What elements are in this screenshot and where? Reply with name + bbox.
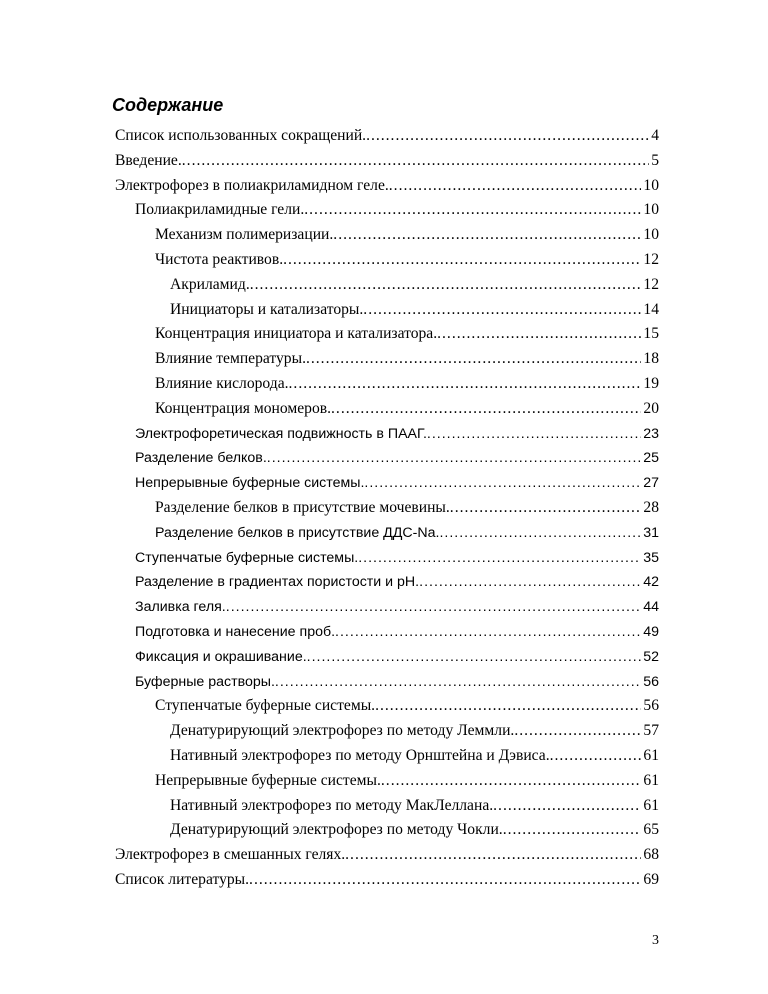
toc-dot-leader bbox=[331, 397, 641, 422]
toc-entry[interactable] bbox=[135, 446, 659, 471]
toc-entry-label: Список использованных сокращений. bbox=[115, 127, 367, 144]
toc-entry[interactable] bbox=[135, 670, 659, 695]
toc-dot-leader bbox=[450, 496, 642, 521]
toc-entry[interactable] bbox=[135, 620, 659, 645]
toc-entry-label: Акриламид. bbox=[170, 275, 250, 293]
toc-dot-leader bbox=[249, 868, 641, 893]
toc-entry-page: 68 bbox=[643, 846, 659, 864]
toc-entry-page: 69 bbox=[643, 871, 659, 888]
toc-entry[interactable] bbox=[115, 868, 659, 893]
toc-entry-page: 56 bbox=[643, 697, 659, 715]
toc-entry-page: 23 bbox=[643, 425, 659, 442]
toc-entry-label: Нативный электрофорез по методу МакЛеллана. bbox=[170, 796, 494, 814]
toc-dot-leader bbox=[345, 843, 641, 868]
toc-dot-leader bbox=[289, 372, 642, 397]
toc-entry-label: Инициаторы и катализаторы. bbox=[170, 300, 364, 318]
toc-dot-leader bbox=[335, 620, 641, 645]
toc-dot-leader bbox=[306, 347, 641, 372]
toc-entry-label: Электрофорез в полиакриламидном геле. bbox=[115, 176, 389, 194]
toc-entry[interactable] bbox=[155, 769, 659, 794]
toc-entry-page: 20 bbox=[643, 399, 659, 417]
toc-entry[interactable] bbox=[170, 273, 659, 298]
toc-entry-page: 56 bbox=[643, 673, 659, 690]
toc-dot-leader bbox=[364, 471, 641, 496]
toc-entry-page: 35 bbox=[643, 549, 659, 566]
toc-entry-label: Непрерывные буферные системы. bbox=[155, 771, 381, 789]
toc-entry-label: Нативный электрофорез по методу Орнштейна и Дэвиса. bbox=[170, 747, 550, 764]
toc-entry[interactable] bbox=[155, 223, 659, 248]
toc-entry[interactable] bbox=[155, 248, 659, 273]
toc-dot-leader bbox=[439, 521, 641, 546]
toc-entry-page: 25 bbox=[643, 450, 659, 467]
toc-entry-label: Список литературы. bbox=[115, 871, 250, 888]
toc-dot-leader bbox=[182, 149, 649, 174]
toc-entry[interactable] bbox=[135, 595, 659, 620]
toc-entry-page: 61 bbox=[643, 796, 659, 814]
toc-dot-leader bbox=[358, 546, 641, 571]
toc-entry-page: 14 bbox=[643, 300, 659, 318]
toc-dot-leader bbox=[375, 694, 641, 719]
toc-entry-label: Электрофорез в смешанных гелях. bbox=[115, 846, 346, 864]
toc-entry-page: 28 bbox=[643, 499, 659, 516]
toc-dot-leader bbox=[267, 446, 641, 471]
toc-dot-leader bbox=[275, 670, 641, 695]
toc-entry-label: Концентрация мономеров. bbox=[155, 399, 332, 417]
toc-entry[interactable] bbox=[135, 198, 659, 223]
toc-entry-label: Разделение белков. bbox=[135, 450, 267, 467]
toc-dot-leader bbox=[427, 422, 641, 447]
page-title: Содержание bbox=[112, 95, 224, 115]
toc-entry[interactable] bbox=[115, 843, 659, 868]
toc-entry[interactable] bbox=[155, 347, 659, 372]
toc-entry[interactable] bbox=[155, 521, 659, 546]
toc-entry-page: 10 bbox=[643, 201, 659, 219]
toc-entry-label: Концентрация инициатора и катализатора. bbox=[155, 325, 438, 343]
toc-entry-page: 27 bbox=[643, 475, 659, 492]
toc-entry-label: Введение. bbox=[115, 151, 182, 169]
toc-entry-page: 4 bbox=[651, 127, 659, 144]
toc-dot-leader bbox=[419, 570, 641, 595]
toc-dot-leader bbox=[514, 719, 641, 744]
toc-entry-label: Фиксация и окрашивание. bbox=[135, 648, 307, 665]
toc-dot-leader bbox=[363, 298, 641, 323]
toc-entry-label: Разделение в градиентах пористости и pH. bbox=[135, 574, 420, 591]
toc-entry[interactable] bbox=[155, 694, 659, 719]
toc-entry-label: Заливка геля. bbox=[135, 599, 226, 616]
toc-entry-page: 15 bbox=[643, 325, 659, 343]
toc-entry-page: 65 bbox=[643, 821, 659, 839]
toc-entry-page: 61 bbox=[643, 747, 659, 764]
toc-entry[interactable] bbox=[115, 174, 659, 199]
toc-entry[interactable] bbox=[135, 422, 659, 447]
toc-entry-page: 12 bbox=[643, 251, 659, 268]
toc-dot-leader bbox=[307, 645, 642, 670]
toc-entry-label: Электрофоретическая подвижность в ПААГ. bbox=[135, 425, 427, 442]
toc-entry-label: Непрерывные буферные системы. bbox=[135, 475, 365, 492]
toc-entry[interactable] bbox=[115, 149, 659, 174]
toc-entry-page: 49 bbox=[643, 624, 659, 640]
toc-entry[interactable] bbox=[170, 744, 659, 769]
toc-dot-leader bbox=[550, 744, 642, 769]
toc-entry[interactable] bbox=[155, 496, 659, 521]
toc-entry-page: 19 bbox=[643, 375, 659, 392]
toc-entry-label: Разделение белков в присутствие мочевины. bbox=[155, 499, 450, 516]
toc-entry[interactable] bbox=[155, 397, 659, 422]
toc-entry-label: Буферные растворы. bbox=[135, 673, 275, 690]
toc-entry-page: 61 bbox=[643, 771, 659, 789]
toc-dot-leader bbox=[250, 273, 642, 298]
toc-dot-leader bbox=[493, 794, 641, 819]
toc-entry[interactable] bbox=[135, 546, 659, 571]
toc-entry[interactable] bbox=[170, 298, 659, 323]
toc-entry-page: 42 bbox=[643, 574, 659, 591]
page-number: 3 bbox=[652, 933, 659, 948]
toc-entry[interactable] bbox=[135, 471, 659, 496]
toc-dot-leader bbox=[503, 818, 642, 843]
toc-entry-page: 31 bbox=[643, 524, 659, 541]
toc-entry[interactable] bbox=[135, 645, 659, 670]
toc-entry[interactable] bbox=[155, 372, 659, 397]
toc-entry[interactable] bbox=[170, 818, 659, 843]
toc-entry-label: Чистота реактивов. bbox=[155, 251, 284, 268]
toc-entry-label: Разделение белков в присутствие ДДС-Na. bbox=[155, 524, 440, 541]
toc-entry-label: Полиакриламидные гели. bbox=[135, 201, 305, 219]
toc-entry[interactable] bbox=[170, 719, 659, 744]
toc-dot-leader bbox=[381, 769, 642, 794]
toc-entry-page: 10 bbox=[643, 226, 659, 244]
toc-entry-page: 5 bbox=[651, 151, 659, 169]
toc-entry-label: Механизм полимеризации. bbox=[155, 226, 334, 244]
toc-entry[interactable] bbox=[155, 322, 659, 347]
toc-dot-leader bbox=[283, 248, 641, 273]
toc-entry-page: 10 bbox=[643, 176, 659, 194]
toc-entry[interactable] bbox=[135, 570, 659, 595]
toc-entry-label: Влияние температуры. bbox=[155, 350, 306, 368]
toc-dot-leader bbox=[389, 174, 642, 199]
toc-entry-label: Подготовка и нанесение проб. bbox=[135, 624, 336, 640]
toc-dot-leader bbox=[304, 198, 641, 223]
toc-entry-page: 44 bbox=[643, 599, 659, 616]
toc-entry-label: Денатурирующий электрофорез по методу Леммли. bbox=[170, 722, 515, 740]
toc-entry-page: 57 bbox=[643, 722, 659, 740]
toc-entry-page: 18 bbox=[643, 350, 659, 368]
toc-dot-leader bbox=[366, 124, 649, 149]
toc-entry-label: Влияние кислорода. bbox=[155, 375, 289, 392]
toc-entry-label: Денатурирующий электрофорез по методу Чокли. bbox=[170, 821, 503, 839]
toc-entry-page: 12 bbox=[643, 275, 659, 293]
toc-entry[interactable] bbox=[170, 794, 659, 819]
toc-dot-leader bbox=[333, 223, 641, 248]
toc-dot-leader bbox=[437, 322, 641, 347]
toc-entry[interactable] bbox=[115, 124, 659, 149]
toc-dot-leader bbox=[226, 595, 641, 620]
toc-entry-page: 52 bbox=[643, 648, 659, 665]
toc-entry-label: Ступенчатые буферные системы. bbox=[155, 697, 376, 715]
toc-entry-label: Ступенчатые буферные системы. bbox=[135, 549, 359, 566]
